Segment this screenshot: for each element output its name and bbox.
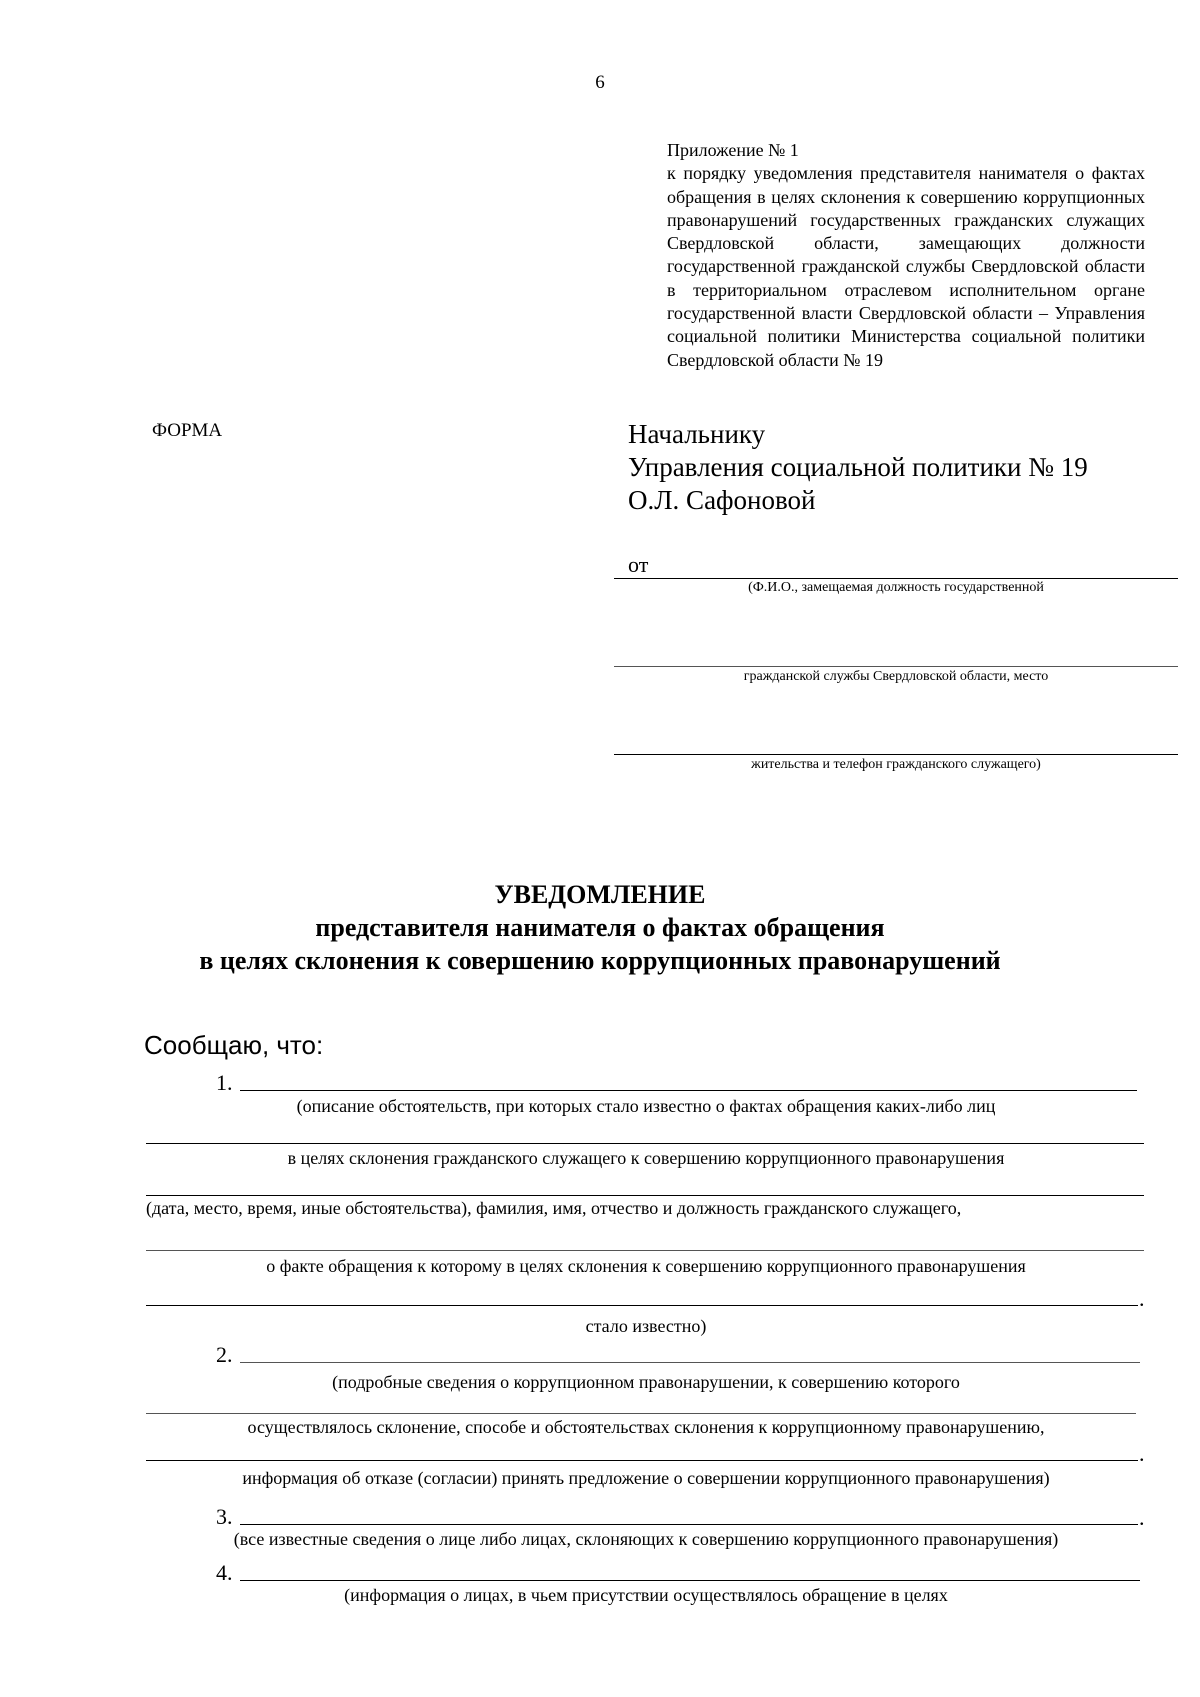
from-caption-1: (Ф.И.О., замещаемая должность государственной	[748, 580, 1044, 595]
from-caption-3: жительства и телефон гражданского служащего)	[751, 757, 1041, 772]
item-1-line-4	[146, 1250, 1144, 1251]
item-1-caption-e: стало известно)	[585, 1316, 707, 1336]
item-3-line-1	[240, 1524, 1138, 1525]
item-1-period: .	[1139, 1286, 1145, 1311]
appendix-text: к порядку уведомления представителя нанимателя о фактах обращения в целях склонения к совершению коррупционных правонарушений государственных гражданских служащих Свердловской области, замещающих должности государственной гражданской службы Свердловской области в территориальном отраслевом исполнительном органе государственной власти Свердловской области – Управления социальной политики Министерства социальной политики Свердловской области № 19	[667, 163, 1145, 370]
item-2-line-2	[146, 1413, 1136, 1414]
addressee-line-1: Начальнику	[628, 419, 766, 449]
item-1-caption-c: (дата, место, время, иные обстоятельства), фамилия, имя, отчество и должность гражданского служащего,	[146, 1198, 962, 1218]
addressee-line-3: О.Л. Сафоновой	[628, 485, 816, 515]
page-number: 6	[595, 72, 605, 93]
from-caption-2: гражданской службы Свердловской области, место	[743, 669, 1049, 684]
addressee-line-2: Управления социальной политики № 19	[628, 452, 1088, 482]
item-3-period: .	[1139, 1505, 1145, 1530]
item-2-caption-c: информация об отказе (согласии) принять предложение о совершении коррупционного правонарушения)	[242, 1468, 1050, 1488]
item-2-caption-b: осуществлялось склонение, способе и обстоятельствах склонения к коррупционному правонарушению,	[247, 1417, 1045, 1437]
item-1-caption-a: (описание обстоятельств, при которых стало известно о фактах обращения каких-либо лиц	[296, 1096, 996, 1116]
item-2-period: .	[1139, 1441, 1145, 1466]
item-2-line-3	[146, 1460, 1138, 1461]
item-3-number: 3.	[216, 1504, 233, 1529]
document-heading	[0, 878, 1200, 977]
item-2-line-1	[240, 1362, 1140, 1363]
item-4-line-1	[240, 1580, 1140, 1581]
form-label: ФОРМА	[152, 420, 223, 441]
appendix-block	[667, 139, 1145, 372]
item-1-caption-d: о факте обращения к которому в целях склонения к совершению коррупционного правонарушения	[266, 1256, 1026, 1276]
appendix-title: Приложение № 1	[667, 140, 799, 160]
item-1-caption-b: в целях склонения гражданского служащего к совершению коррупционного правонарушения	[287, 1148, 1005, 1168]
from-label: от	[628, 552, 649, 577]
item-4-number: 4.	[216, 1560, 233, 1585]
item-3-caption-a: (все известные сведения о лице либо лицах, склоняющих к совершению коррупционного правонарушения)	[233, 1529, 1059, 1549]
item-1-line-1	[240, 1090, 1137, 1091]
item-1-line-2	[146, 1143, 1144, 1144]
item-1-number: 1.	[216, 1070, 233, 1095]
item-1-line-5	[146, 1305, 1138, 1306]
addressee-block	[628, 418, 1088, 517]
item-2-number: 2.	[216, 1342, 233, 1367]
heading-line-3: в целях склонения к совершению коррупционных правонарушений	[199, 946, 1001, 975]
intro-text: Сообщаю, что:	[144, 1030, 324, 1060]
item-4-caption-a: (информация о лицах, в чьем присутствии осуществлялось обращение в целях	[344, 1585, 948, 1605]
item-2-caption-a: (подробные сведения о коррупционном правонарушении, к совершению которого	[332, 1372, 960, 1392]
from-line-2	[614, 666, 1178, 667]
item-1-line-3	[146, 1195, 1144, 1196]
from-line-1	[614, 578, 1178, 579]
heading-line-1: УВЕДОМЛЕНИЕ	[494, 880, 706, 909]
from-line-3	[614, 754, 1178, 755]
heading-line-2: представителя нанимателя о фактах обращения	[315, 913, 885, 942]
